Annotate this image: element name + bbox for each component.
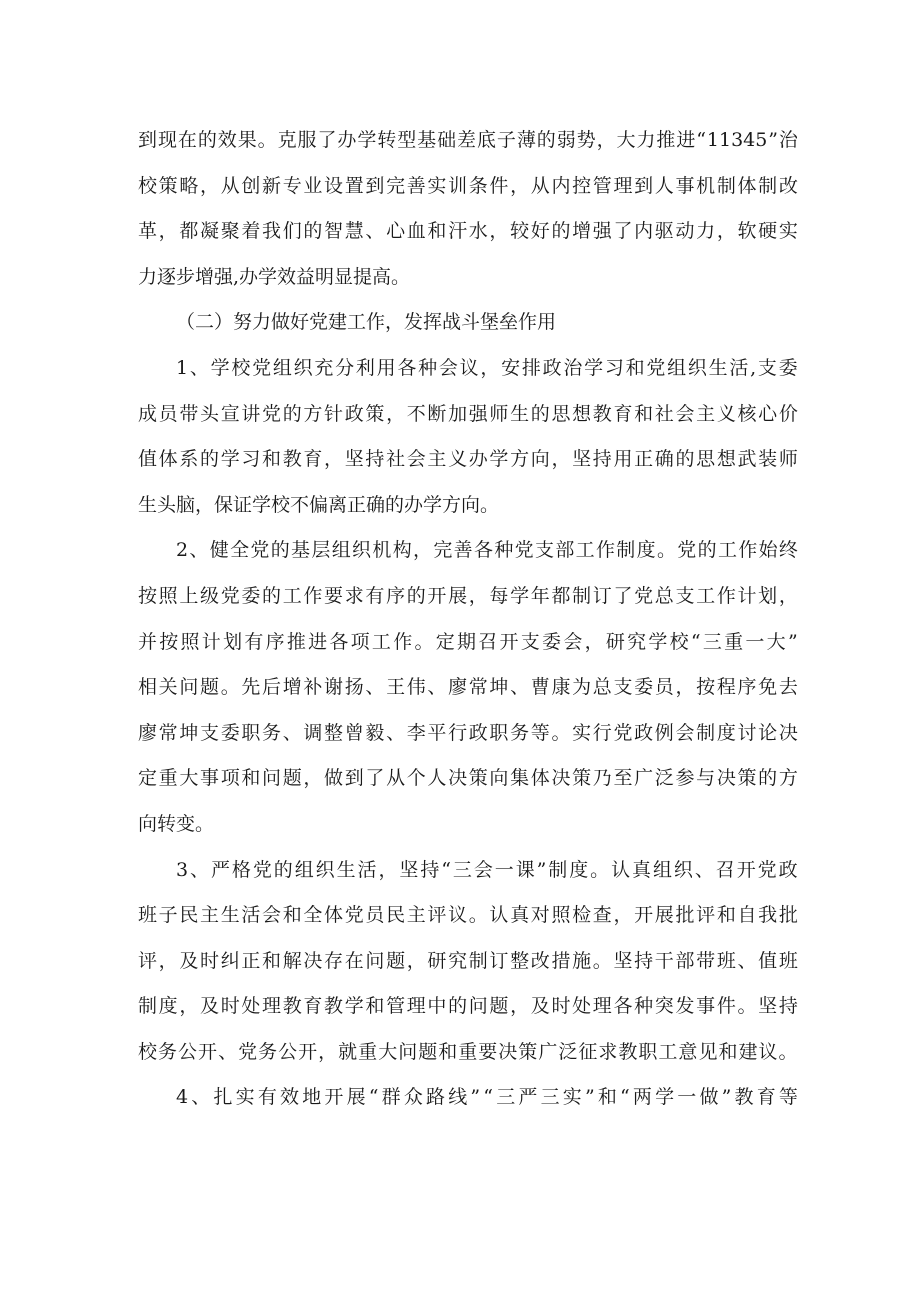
text-line: 到 现 在 的 效 果 。 克 服 了 办 学 转 型 基 础 差 底 子 薄 的 弱 势 ， 大 力 推 进 “ 11345 ” 治 xyxy=(138,129,798,151)
text-line: 并 按 照 计 划 有 序 推 进 各 项 工 作 。 定 期 召 开 支 委 会 ， 研 究 学 校 “ 三 重 一 大 ” xyxy=(138,630,798,653)
text-line: （二）努力做好党建工作，发挥战斗堡垒作用 xyxy=(176,311,557,334)
text-line: 革 ， 都 凝 聚 着 我 们 的 智 慧 、 心 血 和 汗 水 ， 较 好 的 增 强 了 内 驱 动 力 ， 软 硬 实 xyxy=(138,220,798,243)
document-body xyxy=(138,118,798,1121)
text-line: 按 照 上 级 党 委 的 工 作 要 求 有 序 的 开 展 ， 每 学 年 都 制 订 了 党 总 支 工 作 计 划 ， xyxy=(138,584,798,607)
text-line: 班 子 民 主 生 活 会 和 全 体 党 员 民 主 评 议 。 认 真 对 照 检 查 ， 开 展 批 评 和 自 我 批 xyxy=(138,904,798,927)
text-line: 定 重 大 事 项 和 问 题 ， 做 到 了 从 个 人 决 策 向 集 体 决 策 乃 至 广 泛 参 与 决 策 的 方 xyxy=(138,767,798,790)
text-line: 2 、 健 全 党 的 基 层 组 织 机 构 ， 完 善 各 种 党 支 部 工 作 制 度 。 党 的 工 作 始 终 xyxy=(176,539,798,562)
text-line: 3 、 严 格 党 的 组 织 生 活 ， 坚 持 “ 三 会 一 课 ” 制 度 。 认 真 组 织 、 召 开 党 政 xyxy=(176,858,798,881)
text-line: 力逐步增强,办学效益明显提高。 xyxy=(138,265,411,288)
text-line: 廖 常 坤 支 委 职 务 、 调 整 曾 毅 、 李 平 行 政 职 务 等 。 实 行 党 政 例 会 制 度 讨 论 决 xyxy=(138,721,798,744)
text-line: 向转变。 xyxy=(138,812,215,835)
text-line: 校 策 略 ， 从 创 新 专 业 设 置 到 完 善 实 训 条 件 ， 从 内 控 管 理 到 人 事 机 制 体 制 改 xyxy=(138,174,798,197)
text-line: 成 员 带 头 宣 讲 党 的 方 针 政 策 ， 不 断 加 强 师 生 的 思 想 教 育 和 社 会 主 义 核 心 价 xyxy=(138,402,798,425)
text-line: 制 度 ， 及 时 处 理 教 育 教 学 和 管 理 中 的 问 题 ， 及 时 处 理 各 种 突 发 事 件 。 坚 持 xyxy=(138,995,798,1018)
text-line: 值 体 系 的 学 习 和 教 育 ， 坚 持 社 会 主 义 办 学 方 向 ， 坚 持 用 正 确 的 思 想 武 装 师 xyxy=(138,448,798,471)
text-line: 相 关 问 题 。 先 后 增 补 谢 扬 、 王 伟 、 廖 常 坤 、 曹 康 为 总 支 委 员 ， 按 程 序 免 去 xyxy=(138,676,798,699)
text-line: 1 、 学 校 党 组 织 充 分 利 用 各 种 会 议 ， 安 排 政 治 学 习 和 党 组 织 生 活 , 支 委 xyxy=(176,356,798,379)
text-line: 校 务 公 开 、 党 务 公 开 ， 就 重 大 问 题 和 重 要 决 策 广 泛 征 求 教 职 工 意 见 和 建 议 。 xyxy=(138,1040,798,1063)
text-line: 生头脑，保证学校不偏离正确的办学方向。 xyxy=(138,493,500,516)
text-line: 4 、 扎 实 有 效 地 开 展 “ 群 众 路 线 ” “ 三 严 三 实 ” 和 “ 两 学 一 做 ” 教 育 等 xyxy=(176,1086,798,1109)
text-line: 评 ， 及 时 纠 正 和 解 决 存 在 问 题 ， 研 究 制 订 整 改 措 施 。 坚 持 干 部 带 班 、 值 班 xyxy=(138,949,798,972)
